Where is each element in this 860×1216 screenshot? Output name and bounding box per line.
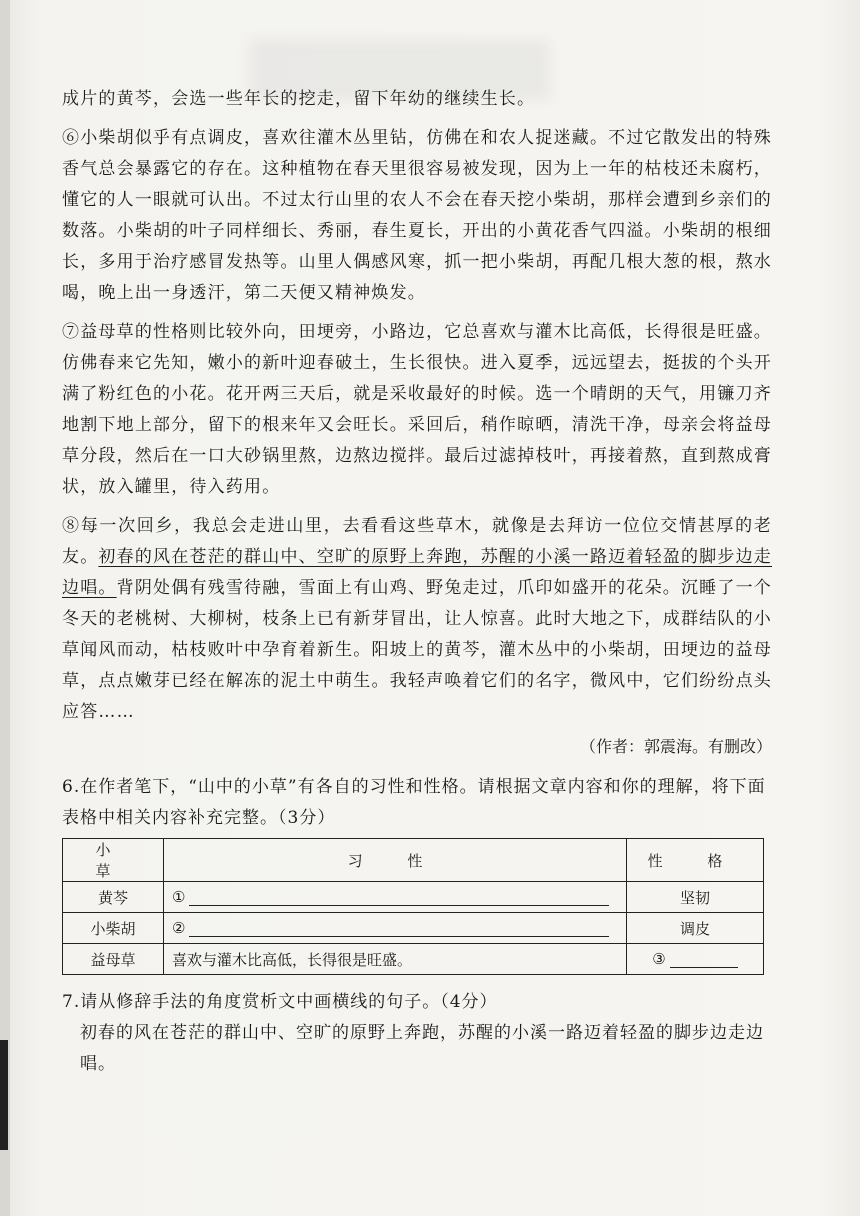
table-row <box>63 913 764 944</box>
passage-content <box>62 84 772 1080</box>
question-7-quote: 初春的风在苍茫的群山中、空旷的原野上奔跑，苏醒的小溪一路迈着轻盈的脚步边走边唱。 <box>80 1023 764 1074</box>
paragraph-7: ⑦益母草的性格则比较外向，田埂旁，小路边，它总喜欢与灌木比高低，长得很是旺盛。仿佛春来它先知，嫩小的新叶迎春破土，生长很快。进入夏季，远远望去，挺拔的个头开满了粉红色的小花。花开两三天后，就是采收最好的时候。选一个晴朗的天气，用镰刀齐地割下地上部分，留下的根来年又会旺长。采回后，稍作晾晒，清洗干净，母亲会将益母草分段，然后在一口大砂锅里熬，边熬边搅拌。最后过滤掉枝叶，再接着熬，直到熬成膏状，放入罐里，待入药用。 <box>62 322 772 497</box>
header-character: 性 格 <box>627 839 764 882</box>
blank-line <box>670 951 738 968</box>
header-grass: 小 草 <box>63 839 164 882</box>
question-7: 7.请从修辞手法的角度赏析文中画横线的句子。（4分） <box>62 992 498 1012</box>
row-character: 坚韧 <box>627 882 764 913</box>
paragraph-8-end: 背阴处偶有残雪待融，雪面上有山鸡、野兔走过，爪印如盛开的花朵。沉睡了一个冬天的老桃树、大柳树，枝条上已有新芽冒出，让人惊喜。此时大地之下，成群结队的小草闻风而动，枯枝败叶中孕育着新生。阳坡上的黄芩，灌木丛中的小柴胡，田埂边的益母草，点点嫩芽已经在解冻的泥土中萌生。我轻声唤着它们的名字，微风中，它们纷纷点头应答…… <box>62 578 772 722</box>
table-header-row <box>63 839 764 882</box>
table-row <box>63 882 764 913</box>
answer-blank-3[interactable] <box>627 944 764 975</box>
paragraph-8-start: ⑧每一次回乡，我总会走进山里，去看看这些草木，就像是去拜访一位位交情甚厚的老友。 <box>62 516 772 567</box>
row-character: 调皮 <box>627 913 764 944</box>
blank-marker: ② <box>172 918 186 937</box>
paragraph-5-end: 成片的黄芩，会选一些年长的挖走，留下年幼的继续生长。 <box>62 89 536 109</box>
blank-marker: ③ <box>652 949 666 968</box>
blank-line <box>189 920 609 937</box>
blank-line <box>189 889 609 906</box>
paragraph-8 <box>62 511 772 728</box>
habits-table <box>62 838 764 975</box>
row-name: 小柴胡 <box>63 913 164 944</box>
row-name: 黄芩 <box>63 882 164 913</box>
blank-marker: ① <box>172 887 186 906</box>
author-credit: （作者：郭震海。有删改） <box>579 737 772 756</box>
paragraph-6: ⑥小柴胡似乎有点调皮，喜欢往灌木丛里钻，仿佛在和农人捉迷藏。不过它散发出的特殊香气总会暴露它的存在。这种植物在春天里很容易被发现，因为上一年的枯枝还未腐朽，懂它的人一眼就可认出。不过太行山里的农人不会在春天挖小柴胡，那样会遭到乡亲们的数落。小柴胡的叶子同样细长、秀丽，春生夏长，开出的小黄花香气四溢。小柴胡的根细长，多用于治疗感冒发热等。山里人偶感风寒，抓一把小柴胡，再配几根大葱的根，熬水喝，晚上出一身透汗，第二天便又精神焕发。 <box>62 128 772 303</box>
answer-blank-1[interactable] <box>164 882 627 913</box>
page-left-edge <box>0 0 10 1216</box>
scan-edge-shadow <box>0 1040 8 1150</box>
table-row <box>63 944 764 975</box>
header-habit: 习 性 <box>164 839 627 882</box>
underlined-sentence: 初春的风在苍茫的群山中、空旷的原野上奔跑，苏醒的小溪一路迈着轻盈的脚步边走边唱。 <box>62 547 772 598</box>
row-name: 益母草 <box>63 944 164 975</box>
question-6: 6.在作者笔下，“山中的小草”有各自的习性和性格。请根据文章内容和你的理解，将下面表格中相关内容补充完整。（3分） <box>62 777 766 828</box>
row-habit: 喜欢与灌木比高低，长得很是旺盛。 <box>164 944 627 975</box>
answer-blank-2[interactable] <box>164 913 627 944</box>
